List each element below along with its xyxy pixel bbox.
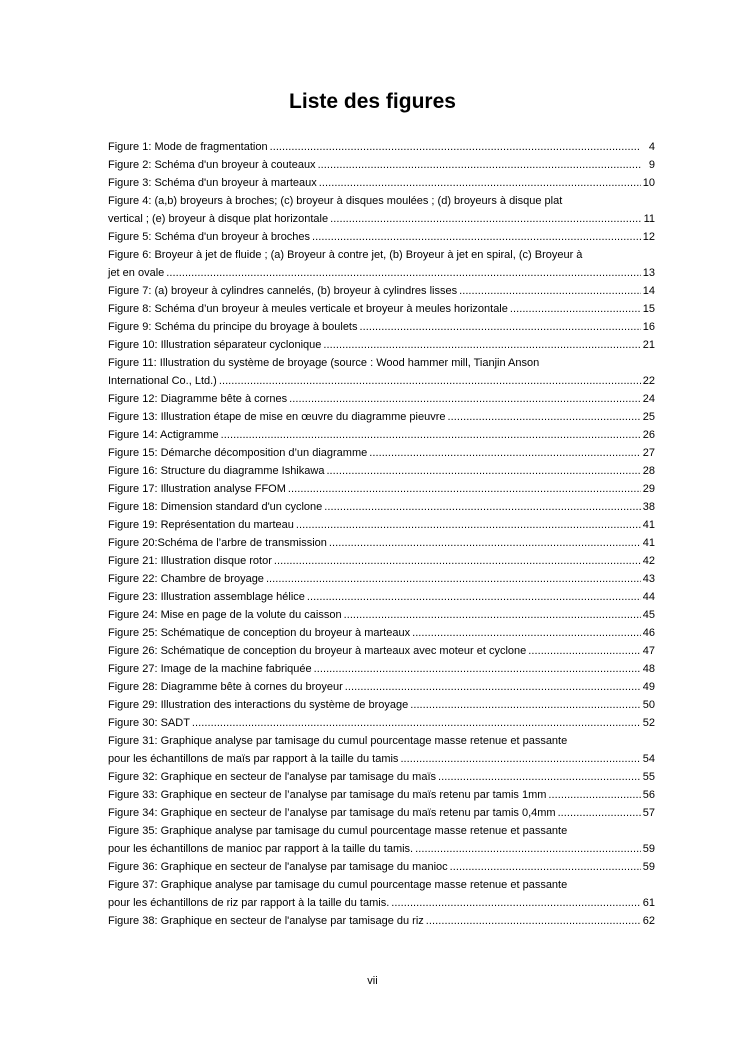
figure-entry[interactable] [108, 516, 655, 534]
figure-entry[interactable] [108, 786, 655, 804]
figure-entry-page: 41 [642, 519, 655, 531]
figure-entry-line [108, 444, 655, 462]
dot-leader [510, 300, 641, 318]
dot-leader [459, 282, 641, 300]
figure-entry-page: 16 [642, 321, 655, 333]
figure-entry-page: 10 [642, 177, 655, 189]
figure-entry-title: Figure 28: Diagramme bête à cornes du broyeur [108, 681, 343, 693]
figure-entry-page: 42 [642, 555, 655, 567]
figure-entry-title: Figure 13: Illustration étape de mise en œuvre du diagramme pieuvre [108, 411, 446, 423]
figure-entry-title: pour les échantillons de riz par rapport à la taille du tamis. [108, 897, 390, 909]
dot-leader [270, 138, 641, 156]
figure-entry-line [108, 660, 655, 678]
figure-entry-title-line1: Figure 35: Graphique analyse par tamisage du cumul pourcentage masse retenue et passante [108, 825, 568, 837]
figure-entry-page: 59 [642, 861, 655, 873]
figure-entry-page: 13 [642, 267, 655, 279]
dot-leader [312, 228, 641, 246]
figure-entry-page: 28 [642, 465, 655, 477]
figure-entry[interactable] [108, 246, 655, 282]
figure-entry-page: 41 [642, 537, 655, 549]
figure-entry-page: 11 [643, 213, 655, 225]
figure-entry-page: 22 [642, 375, 655, 387]
figure-entry[interactable] [108, 552, 655, 570]
figure-entry-title: Figure 2: Schéma d'un broyeur à couteaux [108, 159, 316, 171]
dot-leader [288, 480, 641, 498]
figure-entry-title: jet en ovale [108, 267, 165, 279]
figure-entry[interactable] [108, 606, 655, 624]
figure-entry-line [108, 768, 655, 786]
dot-leader [319, 174, 641, 192]
dot-leader [307, 588, 641, 606]
figure-entry-line [108, 498, 655, 516]
figure-entry-title: Figure 5: Schéma d'un broyeur à broches [108, 231, 311, 243]
figure-entry-line [108, 210, 655, 228]
figure-entry-page: 44 [642, 591, 655, 603]
figure-entry[interactable] [108, 444, 655, 462]
dot-leader [360, 318, 641, 336]
figure-entry-title: Figure 8: Schéma d’un broyeur à meules verticale et broyeur à meules horizontale [108, 303, 508, 315]
figure-entry-line [108, 408, 655, 426]
figure-entry-title: Figure 9: Schéma du principe du broyage à boulets [108, 321, 358, 333]
figure-entry-line [108, 228, 655, 246]
figure-entry[interactable] [108, 876, 655, 912]
figure-entry-title: pour les échantillons de manioc par rapport à la taille du tamis. [108, 843, 414, 855]
dot-leader [528, 642, 641, 660]
figure-entry-line [108, 588, 655, 606]
figure-entry-page: 26 [642, 429, 655, 441]
figure-entry-title: International Co., Ltd.) [108, 375, 217, 387]
figure-entry-page: 62 [642, 915, 655, 927]
figure-entry-line [108, 606, 655, 624]
figure-entry-page: 4 [648, 141, 655, 153]
dot-leader [369, 444, 641, 462]
figure-entry-title: Figure 22: Chambre de broyage [108, 573, 264, 585]
figure-entry-title-line1: Figure 31: Graphique analyse par tamisage du cumul pourcentage masse retenue et passante [108, 735, 568, 747]
figure-entry-title: Figure 18: Dimension standard d'un cyclone [108, 501, 323, 513]
figure-entry-line [108, 624, 655, 642]
page-number: vii [367, 975, 378, 987]
figure-entry-title: Figure 19: Représentation du marteau [108, 519, 294, 531]
figure-entry-line [108, 318, 655, 336]
figure-entry-line [108, 894, 655, 912]
figure-entry[interactable] [108, 174, 655, 192]
figure-entry-page: 12 [642, 231, 655, 243]
figure-entry-line [108, 858, 655, 876]
dot-leader [289, 390, 641, 408]
figure-entry[interactable] [108, 408, 655, 426]
figure-entry-title: Figure 32: Graphique en secteur de l'analyse par tamisage du maïs [108, 771, 437, 783]
figure-entry-line [108, 642, 655, 660]
figure-entry[interactable] [108, 678, 655, 696]
figure-entry-title: vertical ; (e) broyeur à disque plat horizontale [108, 213, 329, 225]
dot-leader [323, 336, 640, 354]
figure-entry-line [108, 804, 655, 822]
figure-entry[interactable] [108, 354, 655, 390]
figure-entry[interactable] [108, 282, 655, 300]
figure-entry-title: Figure 14: Actigramme [108, 429, 219, 441]
figure-entry-line [108, 372, 655, 390]
figure-entry-page: 25 [642, 411, 655, 423]
figure-entry-line [108, 570, 655, 588]
figure-entry[interactable] [108, 390, 655, 408]
figure-entry-line [108, 390, 655, 408]
figure-entry-title: Figure 10: Illustration séparateur cyclonique [108, 339, 322, 351]
dot-leader [274, 552, 641, 570]
dot-leader [219, 372, 641, 390]
figure-entry[interactable] [108, 768, 655, 786]
figure-entry-title: Figure 36: Graphique en secteur de l'analyse par tamisage du manioc [108, 861, 448, 873]
figure-entry-line [108, 678, 655, 696]
figure-entry-page: 43 [642, 573, 655, 585]
figure-entry-line [108, 426, 655, 444]
figure-entry[interactable] [108, 228, 655, 246]
figure-entry[interactable] [108, 912, 655, 930]
figure-entry-page: 29 [642, 483, 655, 495]
dot-leader [344, 606, 641, 624]
figure-entry[interactable] [108, 570, 655, 588]
figure-entry-page: 38 [642, 501, 655, 513]
figure-entry-page: 45 [642, 609, 655, 621]
figure-entry-title: Figure 23: Illustration assemblage hélice [108, 591, 305, 603]
figure-entry-line [108, 300, 655, 318]
figure-entry-page: 21 [642, 339, 655, 351]
figure-entry-page: 52 [642, 717, 655, 729]
figure-entry-title: Figure 25: Schématique de conception du broyeur à marteaux [108, 627, 411, 639]
figure-entry[interactable] [108, 714, 655, 732]
figure-entry-line [108, 480, 655, 498]
figure-entry[interactable] [108, 138, 655, 156]
figure-entry-line [108, 516, 655, 534]
figure-entry-page: 15 [642, 303, 655, 315]
figure-entry-line [108, 696, 655, 714]
figure-entry-line [108, 336, 655, 354]
page-title: Liste des figures [289, 90, 456, 113]
dot-leader [426, 912, 641, 930]
dot-leader [314, 660, 641, 678]
figure-entry-line [108, 156, 655, 174]
figure-entry-line [108, 138, 655, 156]
figure-entry[interactable] [108, 318, 655, 336]
dot-leader [548, 786, 640, 804]
figure-entry-title: Figure 38: Graphique en secteur de l'analyse par tamisage du riz [108, 915, 424, 927]
figure-entry-page: 46 [642, 627, 655, 639]
figure-entry-title: Figure 30: SADT [108, 717, 190, 729]
figure-entry-line [108, 174, 655, 192]
figure-entry-line [108, 840, 655, 858]
dot-leader [266, 570, 641, 588]
figure-entry-line [108, 462, 655, 480]
figure-entry[interactable] [108, 642, 655, 660]
dot-leader [296, 516, 641, 534]
dot-leader [166, 264, 640, 282]
dot-leader [448, 408, 641, 426]
figure-entry-title-line1: Figure 11: Illustration du système de broyage (source : Wood hammer mill, Tianjin Anson [108, 357, 540, 369]
figure-entry-page: 14 [642, 285, 655, 297]
figure-entry-title: Figure 20:Schéma de l’arbre de transmission [108, 537, 327, 549]
figure-entry-title: Figure 24: Mise en page de la volute du caisson [108, 609, 342, 621]
dot-leader [324, 498, 640, 516]
figure-entry-page: 24 [642, 393, 655, 405]
figure-entry-line [108, 264, 655, 282]
figure-entry[interactable] [108, 534, 655, 552]
figure-entry-page: 54 [642, 753, 655, 765]
figure-entry-title: Figure 3: Schéma d'un broyeur à marteaux [108, 177, 317, 189]
dot-leader [450, 858, 641, 876]
figure-entry-page: 61 [642, 897, 655, 909]
figure-entry-page: 57 [642, 807, 655, 819]
dot-leader [326, 462, 640, 480]
figure-entry[interactable] [108, 804, 655, 822]
figure-entry-page: 9 [648, 159, 655, 171]
figure-entry[interactable] [108, 624, 655, 642]
figure-entry-title: Figure 33: Graphique en secteur de l’analyse par tamisage du maïs retenu par tamis 1mm [108, 789, 547, 801]
dot-leader [412, 624, 641, 642]
figure-entry-page: 56 [642, 789, 655, 801]
figure-entry[interactable] [108, 300, 655, 318]
figure-entry-title: Figure 7: (a) broyeur à cylindres cannelés, (b) broyeur à cylindres lisses [108, 285, 458, 297]
figure-entry[interactable] [108, 822, 655, 858]
figure-entry[interactable] [108, 336, 655, 354]
figure-entry[interactable] [108, 660, 655, 678]
figure-entry[interactable] [108, 588, 655, 606]
figure-entry[interactable] [108, 732, 655, 768]
figure-entry[interactable] [108, 156, 655, 174]
figure-entry-line [108, 912, 655, 930]
figure-entry[interactable] [108, 480, 655, 498]
figure-entry-page: 59 [642, 843, 655, 855]
figure-entry-title-line1: Figure 37: Graphique analyse par tamisage du cumul pourcentage masse retenue et passante [108, 879, 568, 891]
figure-entry-title: Figure 16: Structure du diagramme Ishikawa [108, 465, 325, 477]
figure-entry-title-line1: Figure 4: (a,b) broyeurs à broches; (c) broyeur à disques moulées ; (d) broyeurs à disque plat [108, 195, 563, 207]
dot-leader [415, 840, 641, 858]
figure-entry[interactable] [108, 498, 655, 516]
figure-entry-page: 55 [642, 771, 655, 783]
dot-leader [558, 804, 641, 822]
figure-entry-page: 50 [642, 699, 655, 711]
figure-entry-line [108, 534, 655, 552]
figure-entry-title: Figure 34: Graphique en secteur de l’analyse par tamisage du maïs retenu par tamis 0,4mm [108, 807, 556, 819]
figure-entry-line [108, 786, 655, 804]
figure-entry-line [108, 552, 655, 570]
dot-leader [330, 210, 641, 228]
figure-entry-line [108, 750, 655, 768]
dot-leader [410, 696, 641, 714]
dot-leader [318, 156, 641, 174]
figure-entry[interactable] [108, 858, 655, 876]
dot-leader [221, 426, 641, 444]
figure-entry-page: 49 [642, 681, 655, 693]
dot-leader [391, 894, 640, 912]
dot-leader [345, 678, 641, 696]
figure-list [108, 138, 655, 930]
figure-entry-title: Figure 26: Schématique de conception du broyeur à marteaux avec moteur et cyclone [108, 645, 527, 657]
figure-entry-line [108, 714, 655, 732]
dot-leader [329, 534, 641, 552]
dot-leader [192, 714, 641, 732]
figure-entry-page: 48 [642, 663, 655, 675]
figure-entry-title: pour les échantillons de maïs par rapport à la taille du tamis [108, 753, 399, 765]
figure-entry-title: Figure 27: Image de la machine fabriquée [108, 663, 312, 675]
dot-leader [400, 750, 640, 768]
figure-entry-title-line1: Figure 6: Broyeur à jet de fluide ; (a) Broyeur à contre jet, (b) Broyeur à jet en spiral, (c) Broyeur à [108, 249, 583, 261]
figure-entry-title: Figure 17: Illustration analyse FFOM [108, 483, 286, 495]
figure-entry-page: 47 [642, 645, 655, 657]
figure-entry-line [108, 282, 655, 300]
dot-leader [438, 768, 641, 786]
figure-entry-title: Figure 29: Illustration des interactions du système de broyage [108, 699, 409, 711]
figure-entry[interactable] [108, 462, 655, 480]
figure-entry-title: Figure 12: Diagramme bête à cornes [108, 393, 288, 405]
figure-entry-title: Figure 21: Illustration disque rotor [108, 555, 272, 567]
figure-entry-title: Figure 1: Mode de fragmentation [108, 141, 268, 153]
figure-entry-page: 27 [642, 447, 655, 459]
figure-entry[interactable] [108, 192, 655, 228]
figure-entry[interactable] [108, 426, 655, 444]
figure-entry[interactable] [108, 696, 655, 714]
figure-entry-title: Figure 15: Démarche décomposition d’un diagramme [108, 447, 368, 459]
